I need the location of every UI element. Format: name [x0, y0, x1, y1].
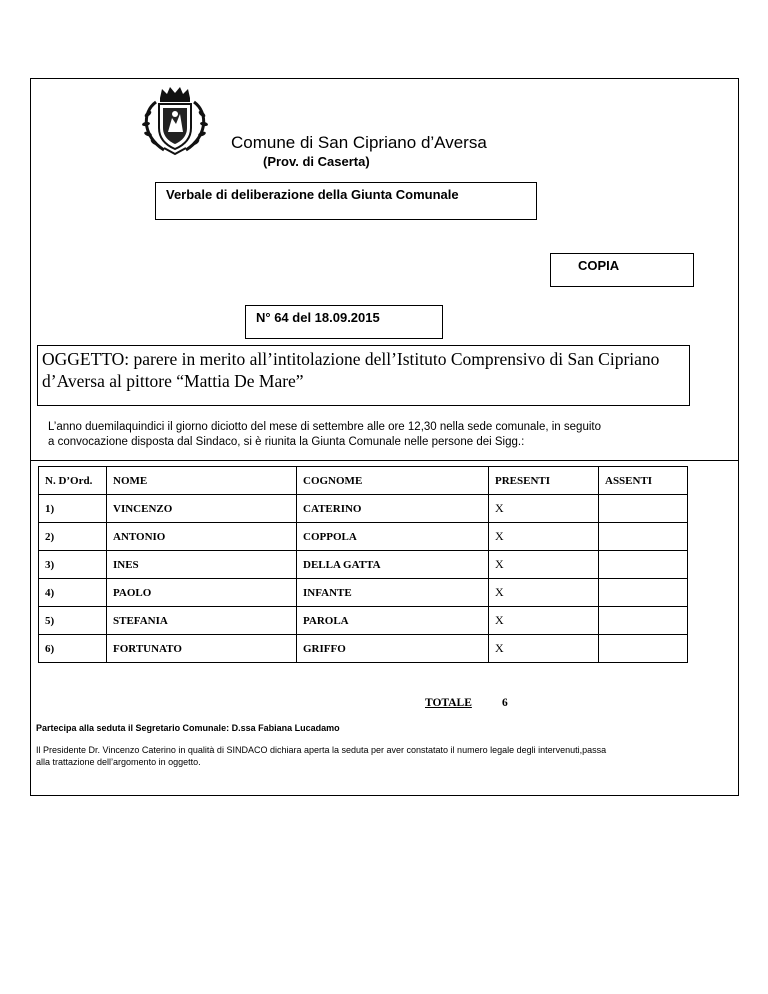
municipal-coat-of-arms	[134, 84, 216, 156]
row-cognome: INFANTE	[297, 579, 489, 607]
row-presente: X	[489, 579, 599, 607]
row-assente	[599, 635, 688, 663]
row-presente: X	[489, 523, 599, 551]
segretario-line: Partecipa alla seduta il Segretario Comunale: D.ssa Fabiana Lucadamo	[36, 723, 340, 733]
comune-name: Comune di San Cipriano d’Aversa	[231, 133, 487, 152]
subject-box	[37, 345, 690, 406]
row-cognome: CATERINO	[297, 495, 489, 523]
row-nome: ANTONIO	[107, 523, 297, 551]
presidente-line-2: alla trattazione dell’argomento in oggetto.	[36, 757, 201, 767]
row-nome: INES	[107, 551, 297, 579]
verbale-title-box	[155, 182, 537, 220]
intro-line-1: L’anno duemilaquindici il giorno diciotto del mese di settembre alle ore 12,30 nella sede comunale, in seguito	[48, 421, 601, 433]
row-ord: 5)	[39, 607, 107, 635]
copia-box	[550, 253, 694, 287]
subject-text: OGGETTO: parere in merito all’intitolazione dell’Istituto Comprensivo di San Cipriano d’Aversa al pittore “Mattia De Mare”	[42, 349, 660, 391]
intro-paragraph	[48, 420, 708, 450]
row-assente	[599, 495, 688, 523]
deliberation-number-box	[245, 305, 443, 339]
row-assente	[599, 579, 688, 607]
presidente-line-1: Il Presidente Dr. Vincenzo Caterino in qualità di SINDACO dichiara aperta la seduta per aver constatato il numero legale degli intervenuti,passa	[36, 745, 607, 755]
table-header-row	[39, 467, 688, 495]
header-ord: N. D’Ord.	[39, 467, 107, 495]
row-assente	[599, 607, 688, 635]
deliberation-number: N° 64 del 18.09.2015	[256, 310, 380, 325]
row-ord: 6)	[39, 635, 107, 663]
row-cognome: GRIFFO	[297, 635, 489, 663]
row-nome: VINCENZO	[107, 495, 297, 523]
presidente-paragraph	[36, 744, 726, 768]
table-row	[39, 495, 688, 523]
copia-label: COPIA	[578, 258, 620, 273]
table-row	[39, 607, 688, 635]
row-cognome: PAROLA	[297, 607, 489, 635]
row-ord: 4)	[39, 579, 107, 607]
row-ord: 1)	[39, 495, 107, 523]
row-ord: 2)	[39, 523, 107, 551]
intro-line-2: a convocazione disposta dal Sindaco, si è riunita la Giunta Comunale nelle persone dei Sigg.:	[48, 436, 525, 448]
row-presente: X	[489, 607, 599, 635]
row-assente	[599, 523, 688, 551]
row-nome: STEFANIA	[107, 607, 297, 635]
row-presente: X	[489, 551, 599, 579]
header-presenti: PRESENTI	[489, 467, 599, 495]
table-row	[39, 551, 688, 579]
row-presente: X	[489, 635, 599, 663]
row-nome: PAOLO	[107, 579, 297, 607]
row-cognome: DELLA GATTA	[297, 551, 489, 579]
totale-label: TOTALE	[425, 697, 472, 709]
header-assenti: ASSENTI	[599, 467, 688, 495]
totale-value: 6	[502, 697, 508, 709]
table-row	[39, 523, 688, 551]
row-cognome: COPPOLA	[297, 523, 489, 551]
header-cognome: COGNOME	[297, 467, 489, 495]
row-assente	[599, 551, 688, 579]
verbale-title: Verbale di deliberazione della Giunta Comunale	[166, 187, 459, 202]
row-nome: FORTUNATO	[107, 635, 297, 663]
attendance-table	[38, 466, 688, 663]
row-ord: 3)	[39, 551, 107, 579]
table-row	[39, 579, 688, 607]
section-divider	[30, 460, 739, 461]
province-label: (Prov. di Caserta)	[263, 154, 370, 169]
header-nome: NOME	[107, 467, 297, 495]
row-presente: X	[489, 495, 599, 523]
table-row	[39, 635, 688, 663]
